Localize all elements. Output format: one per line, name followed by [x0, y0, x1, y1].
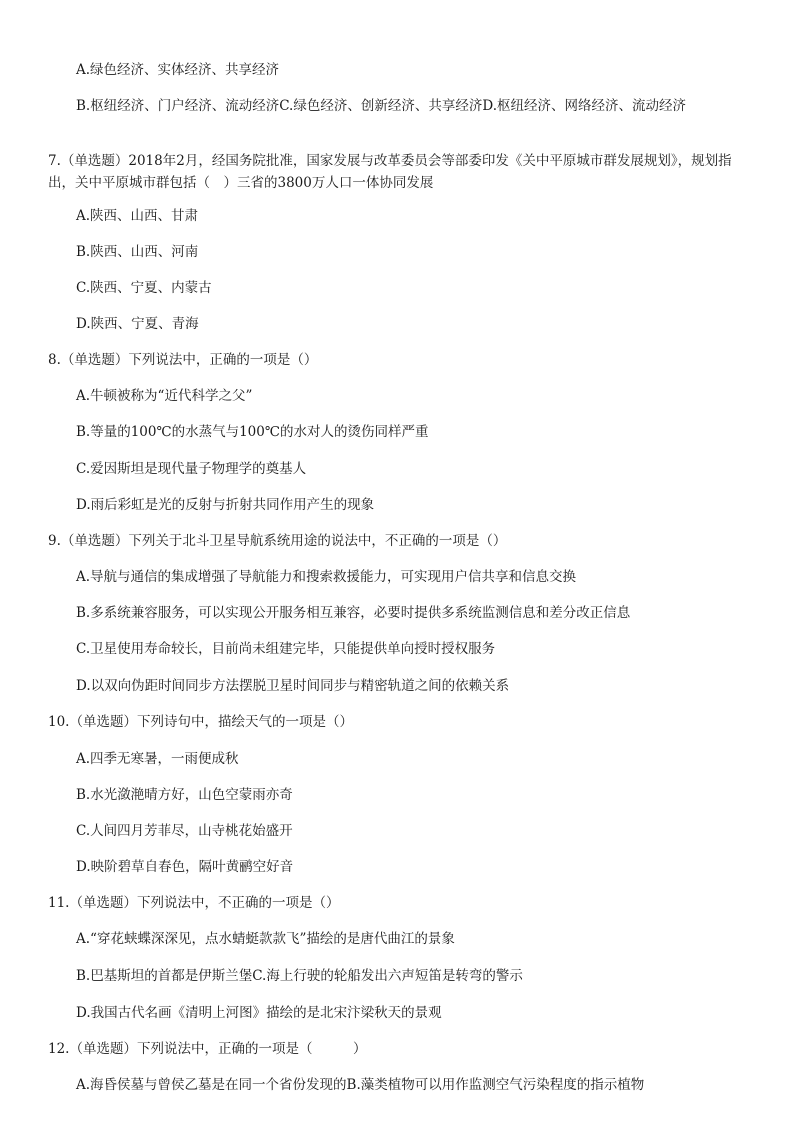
question-9-stem: 9.（单选题）下列关于北斗卫星导航系统用途的说法中，不正确的一项是（）: [48, 533, 507, 549]
option-10b: B.水光潋滟晴方好，山色空蒙雨亦奇: [76, 787, 293, 803]
option-10a: A.四季无寒暑，一雨便成秋: [76, 751, 239, 767]
option-11b: B.巴基斯坦的首都是伊斯兰堡C.海上行驶的轮船发出六声短笛是转弯的警示: [76, 968, 523, 984]
option-9d: D.以双向伪距时间同步方法摆脱卫星时间同步与精密轨道之间的依赖关系: [76, 678, 510, 694]
option-7c: C.陕西、宁夏、内蒙古: [76, 280, 212, 296]
option-9b: B.多系统兼容服务，可以实现公开服务相互兼容，必要时提供多系统监测信息和差分改正信息: [76, 605, 631, 621]
option-8b: B.等量的100℃的水蒸气与100℃的水对人的烫伤同样严重: [76, 424, 429, 440]
option-6b: B.枢纽经济、门户经济、流动经济C.绿色经济、创新经济、共享经济D.枢纽经济、网络经济、流动经济: [76, 98, 686, 114]
option-8c: C.爱因斯坦是现代量子物理学的奠基人: [76, 461, 307, 477]
option-8d: D.雨后彩虹是光的反射与折射共同作用产生的现象: [76, 497, 375, 513]
option-11a: A.“穿花蛱蝶深深见，点水蜻蜓款款飞”描绘的是唐代曲江的景象: [76, 931, 455, 947]
option-10d: D.映阶碧草自春色，隔叶黄鹂空好音: [76, 859, 294, 875]
question-7-stem: 7.（单选题）2018年2月，经国务院批准，国家发展与改革委员会等部委印发《关中平原城市群发展规划》，规划指出，关中平原城市群包括（ ）三省的3800万人口一体协同发展: [48, 153, 732, 191]
question-11-stem: 11.（单选题）下列说法中，不正确的一项是（）: [48, 895, 340, 911]
option-7d: D.陕西、宁夏、青海: [76, 316, 199, 332]
option-6a: A.绿色经济、实体经济、共享经济: [76, 62, 280, 78]
question-10-stem: 10.（单选题）下列诗句中，描绘天气的一项是（）: [48, 714, 353, 730]
option-12a: A.海昏侯墓与曾侯乙墓是在同一个省份发现的B.藻类植物可以用作监测空气污染程度的指示植物: [76, 1077, 645, 1093]
option-8a: A.牛顿被称为“近代科学之父”: [76, 388, 253, 404]
option-11d: D.我国古代名画《清明上河图》描绘的是北宋汴梁秋天的景观: [76, 1005, 442, 1021]
question-12-stem: 12.（单选题）下列说法中，正确的一项是（ ）: [48, 1041, 367, 1057]
option-7a: A.陕西、山西、甘肃: [76, 208, 199, 224]
option-9a: A.导航与通信的集成增强了导航能力和搜索救援能力，可实现用户信共享和信息交换: [76, 569, 577, 585]
option-7b: B.陕西、山西、河南: [76, 244, 199, 260]
option-9c: C.卫星使用寿命较长，目前尚未组建完毕，只能提供单向授时授权服务: [76, 641, 496, 657]
question-8-stem: 8.（单选题）下列说法中，正确的一项是（）: [48, 352, 318, 368]
option-10c: C.人间四月芳菲尽，山寺桃花始盛开: [76, 823, 293, 839]
